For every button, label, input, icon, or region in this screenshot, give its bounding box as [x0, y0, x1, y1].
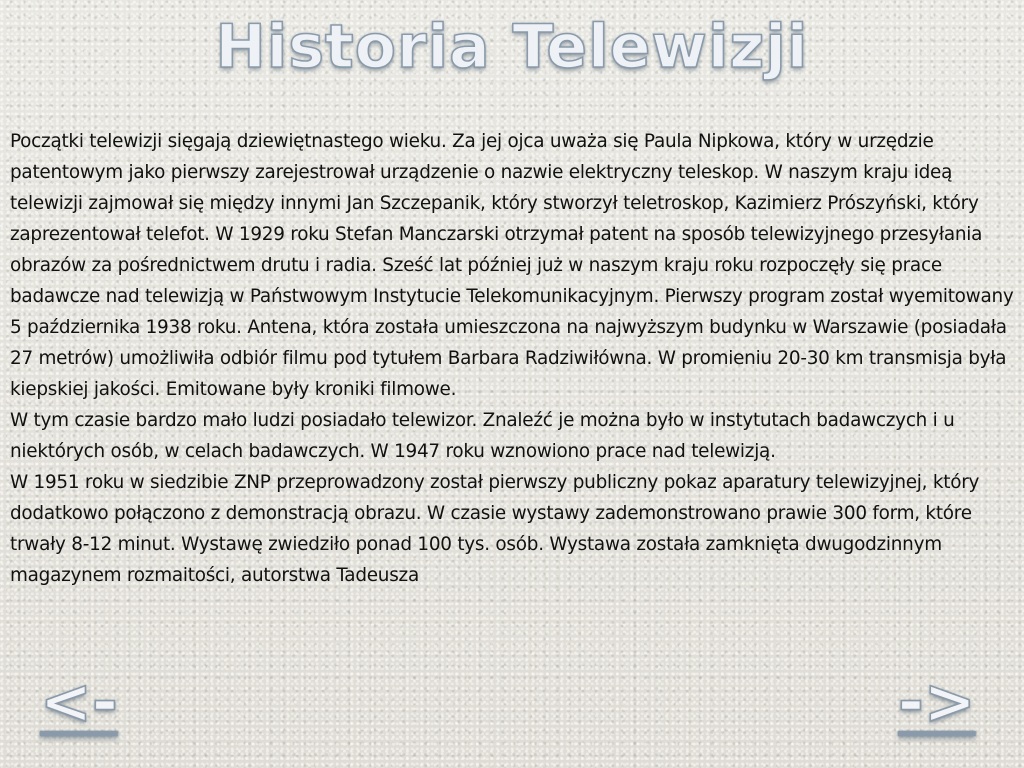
slide-body — [10, 126, 1020, 591]
paragraph-post-war: W tym czasie bardzo mało ludzi posiadało telewizor. Znaleźć je można było w instytutach badawczych i u niektórych osób, w celach badawczych. W 1947 roku wznowiono prace nad telewizją. — [10, 410, 955, 462]
paragraph-1951-exhibition: W 1951 roku w siedzibie ZNP przeprowadzony został pierwszy publiczny pokaz aparatury telewizyjnej, który dodatkowo połączono z demonstracją obrazu. W czasie wystawy zademonstrowano prawie 300 form, które trwały 8-12 minut. Wystawę zwiedziło ponad 100 tys. osób. Wystawa została zamknięta dwugodzinnym magazynem rozmaitości, autorstwa Tadeusza — [10, 472, 980, 586]
slide-title: Historia Telewizji — [215, 12, 809, 82]
previous-slide-link[interactable]: <- — [40, 665, 118, 738]
paragraph-origins: Początki telewizji sięgają dziewiętnastego wieku. Za jej ojca uważa się Paula Nipkowa, który w urzędzie patentowym jako pierwszy zarejestrował urządzenie o nazwie elektryczny teleskop. W naszym kraju ideą telewizji zajmował się między innymi Jan Szczepanik, który stworzył teletroskop, Kazimierz Prószyński, który zaprezentował telefot. W 1929 roku Stefan Manczarski otrzymał patent na sposób telewizyjnego przesyłania obrazów za pośrednictwem drutu i radia. Sześć lat później już w naszym kraju roku rozpoczęły się prace badawcze nad telewizją w Państwowym Instytucie Telekomunikacyjnym. Pierwszy program został wyemitowany 5 października 1938 roku. Antena, która została umieszczona na najwyższym budynku w Warszawie (posiadała 27 metrów) umożliwiła odbiór filmu pod tytułem Barbara Radziwiłówna. W promieniu 20-30 km transmisja była kiepskiej jakości. Emitowane były kroniki filmowe. — [10, 131, 1014, 400]
next-slide-link[interactable]: -> — [898, 665, 976, 738]
